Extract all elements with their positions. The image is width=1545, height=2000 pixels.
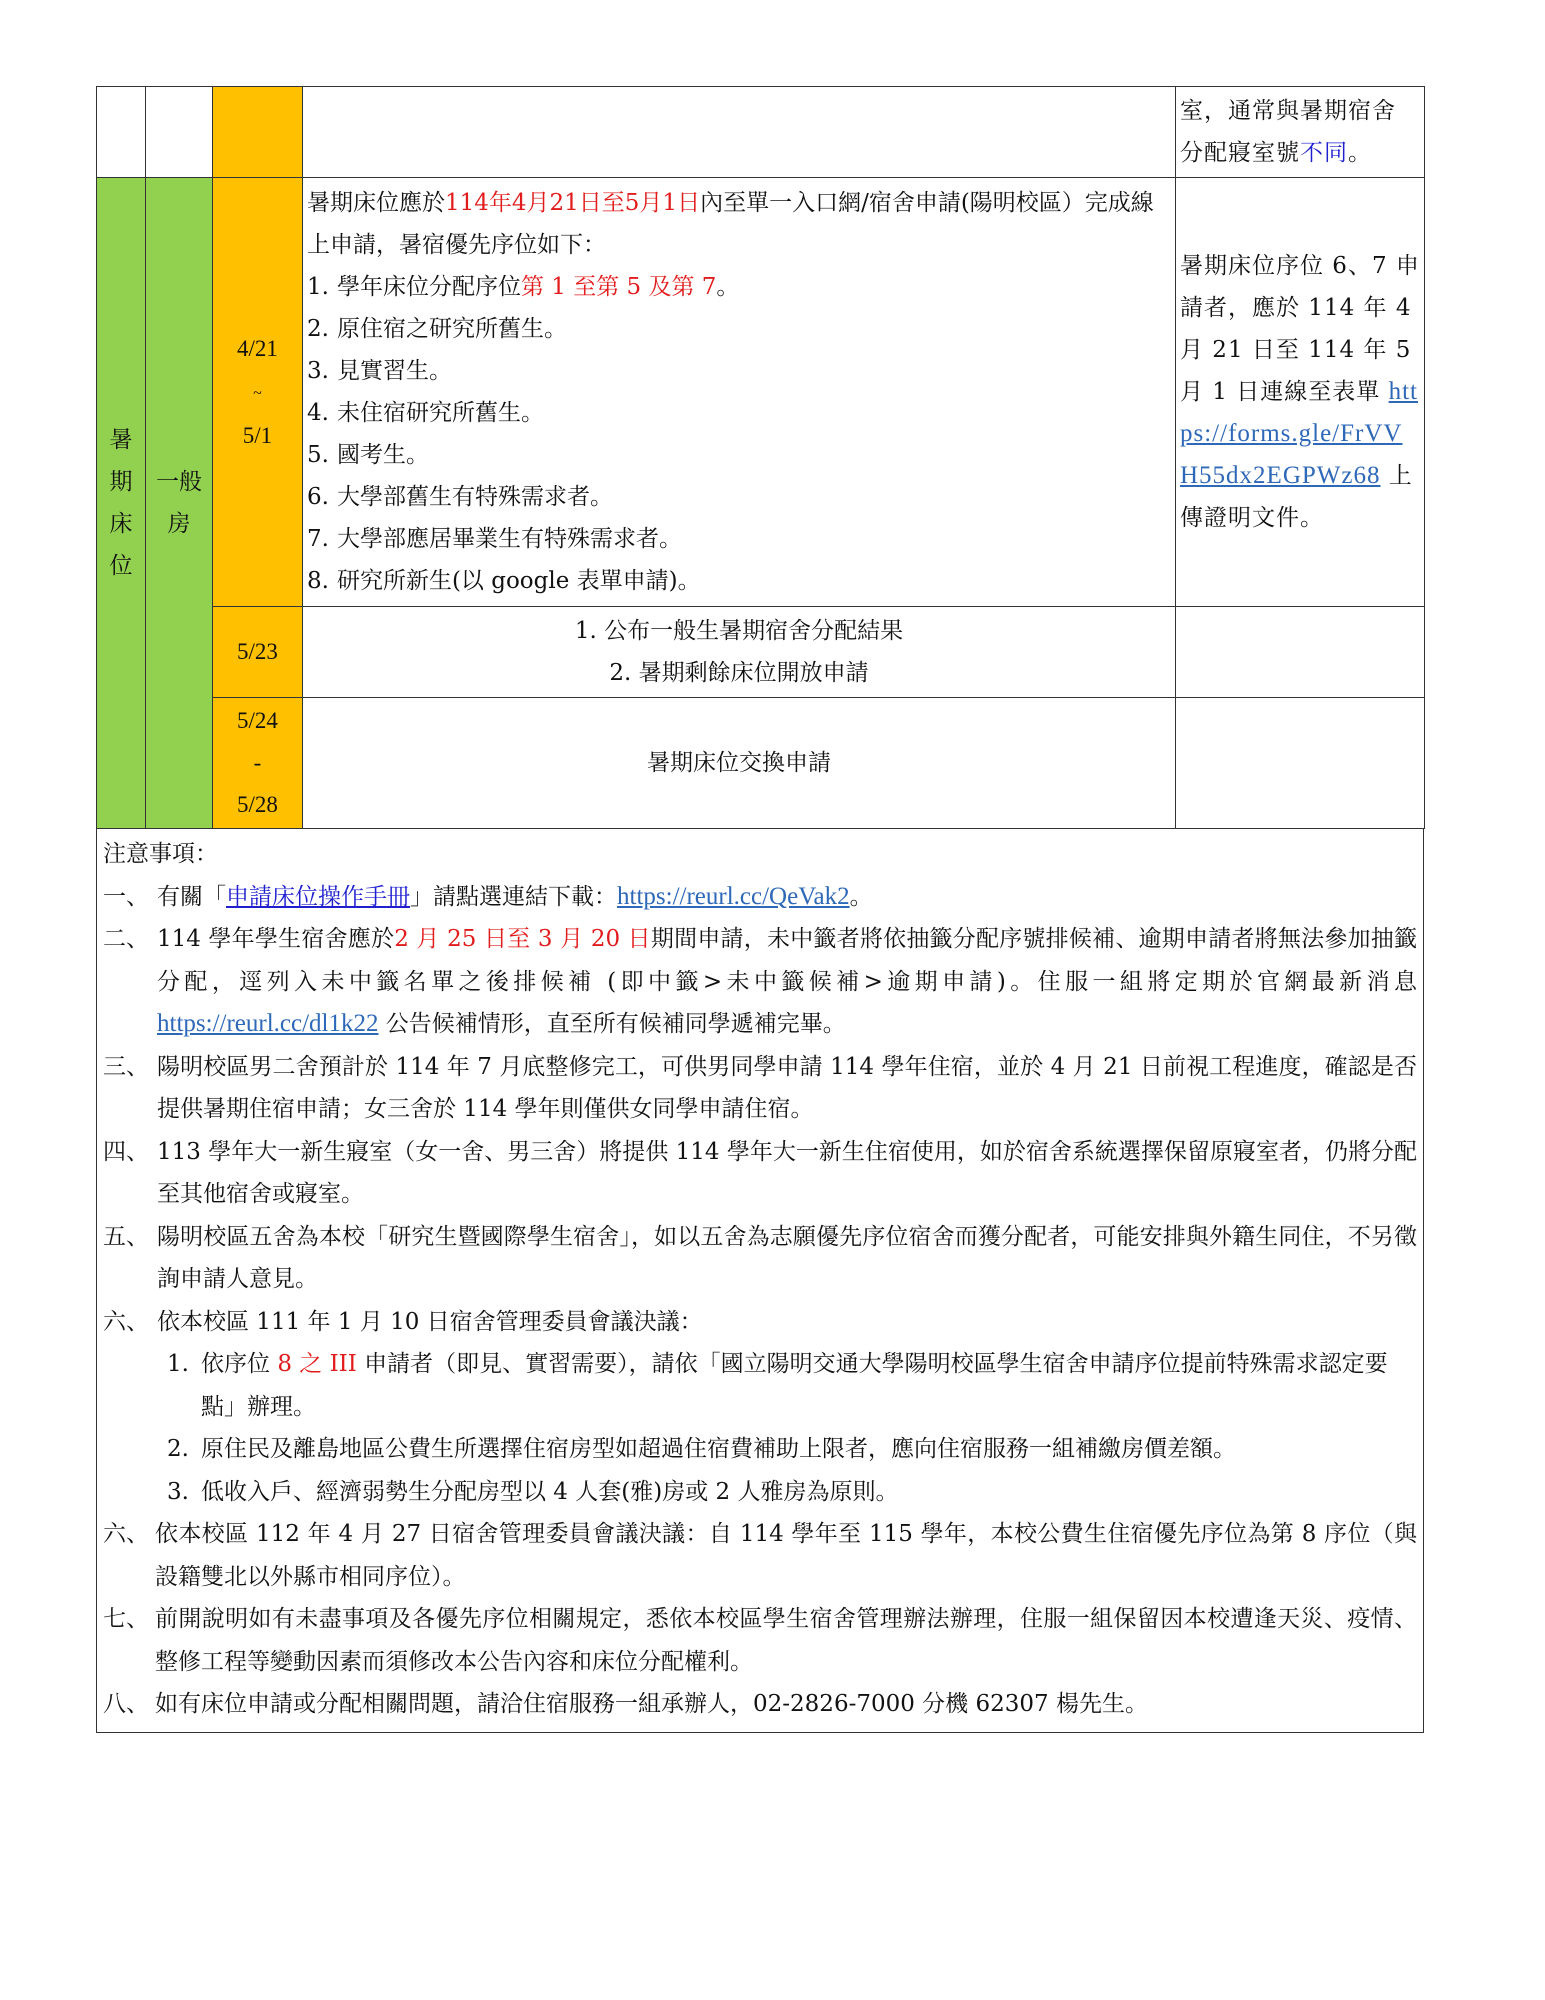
category-char: 期 — [109, 469, 133, 495]
announcement-page — [96, 86, 1424, 1733]
priority-number: 5. — [307, 442, 329, 468]
remark-cell-empty — [1176, 607, 1425, 698]
empty-cell — [97, 87, 146, 178]
priority-item — [307, 434, 1171, 476]
description-line: 1. 公布一般生暑期宿舍分配結果 — [574, 618, 904, 644]
priority-number: 3. — [307, 358, 329, 384]
priority-text: 原住宿之研究所舊生。 — [336, 316, 567, 342]
table-row-application — [97, 178, 1425, 607]
table-row-results — [97, 607, 1425, 698]
remark-highlight: 不同 — [1300, 140, 1348, 166]
subitem-highlight: 8 之 III — [277, 1351, 357, 1377]
date-cell — [213, 178, 303, 607]
date-cell-empty — [213, 87, 303, 178]
note-highlight: 2 月 25 日至 3 月 20 日 — [394, 926, 651, 952]
date-separator: ~ — [253, 384, 262, 402]
note-mid: 」請點選連結下載： — [410, 883, 617, 910]
priority-item — [307, 560, 1171, 602]
note-subitem — [103, 1343, 1417, 1428]
category-cell — [97, 178, 146, 829]
note-item — [103, 1216, 1417, 1301]
priority-item — [307, 350, 1171, 392]
remark-text: 暑期床位序位 6、7 申請者，應於 114 年 4 月 21 日至 114 年 5 月 1 日連線至表單 — [1180, 253, 1420, 405]
category-char: 位 — [109, 553, 133, 579]
remark-line: 室，通常與暑期宿舍 — [1180, 98, 1396, 124]
priority-text: 大學部應居畢業生有特殊需求者。 — [336, 526, 682, 552]
priority-number: 8. — [307, 568, 329, 594]
note-subitem — [103, 1471, 1417, 1514]
note-subitem — [103, 1428, 1417, 1471]
date-end: 5/1 — [242, 422, 273, 448]
priority-number: 1. — [307, 274, 329, 300]
note-post: 。 — [849, 883, 873, 910]
room-type-line: 房 — [167, 511, 191, 537]
note-item — [103, 876, 1417, 919]
subitem-pre: 依序位 — [201, 1351, 270, 1377]
subitem-post: 申請者（即見、實習需要），請依「國立陽明交通大學陽明校區學生宿舍申請序位提前特殊需求認定要點」辦理。 — [201, 1351, 1388, 1420]
description-line: 2. 暑期剩餘床位開放申請 — [609, 660, 869, 686]
table-row-continued — [97, 87, 1425, 178]
priority-item — [307, 476, 1171, 518]
description-line: 暑期床位交換申請 — [647, 750, 831, 776]
subitem-text: 低收入戶、經濟弱勢生分配房型以 4 人套(雅)房或 2 人雅房為原則。 — [201, 1478, 899, 1505]
note-item — [103, 1513, 1417, 1598]
manual-link[interactable]: 申請床位操作手冊 — [226, 883, 410, 910]
note-text: 113 學年大一新生寢室（女一舍、男三舍）將提供 114 學年大一新生住宿使用，如於宿舍系統選擇保留原寢室者，仍將分配至其他宿舍或寢室。 — [157, 1138, 1417, 1207]
priority-list — [307, 266, 1171, 602]
schedule-table — [96, 86, 1425, 829]
waitlist-link[interactable]: https://reurl.cc/dl1k22 — [157, 1010, 379, 1037]
priority-text: 未住宿研究所舊生。 — [336, 400, 544, 426]
description-cell — [303, 178, 1176, 607]
intro-text — [307, 182, 1171, 266]
subitem-text — [201, 1343, 1417, 1428]
priority-text: 見實習生。 — [336, 358, 452, 384]
priority-number: 2. — [307, 316, 329, 342]
remark-post: 上傳證明文件。 — [1180, 463, 1413, 531]
description-cell — [303, 607, 1176, 698]
category-char: 床 — [109, 511, 133, 537]
priority-item — [307, 266, 1171, 308]
note-number: 三、 — [103, 1053, 149, 1080]
category-char: 暑 — [109, 427, 133, 453]
note-item — [103, 1598, 1417, 1683]
description-cell — [303, 698, 1176, 829]
intro-pre: 暑期床位應於 — [307, 190, 445, 216]
note-number: 二、 — [103, 926, 149, 952]
remark-cell-empty — [1176, 698, 1425, 829]
note-text: 前開說明如有未盡事項及各優先序位相關規定，悉依本校區學生宿舍管理辦法辦理，住服一組保留因本校遭逢天災、疫情、整修工程等變動因素而須修改本公告內容和床位分配權利。 — [155, 1606, 1417, 1675]
date-separator: - — [253, 750, 262, 775]
subitem-number: 2. — [167, 1436, 189, 1462]
priority-item — [307, 308, 1171, 350]
remark-line: 分配寢室號 — [1180, 140, 1300, 166]
note-mid: 期間申請，未中籤者將依抽籤分配序號排候補、逾期申請者將無法參加抽籤分配，逕列入未中籤名單之後排候補 (即中籤>未中籤候補>逾期申請)。住服一組將定期於官網最新消息 — [157, 926, 1417, 995]
intro-highlight: 114年4月21日至5月1日 — [445, 190, 701, 216]
date-single: 5/23 — [237, 639, 278, 664]
priority-number: 6. — [307, 484, 329, 510]
date-cell — [213, 698, 303, 829]
date-end: 5/28 — [237, 792, 278, 817]
subitem-number: 1. — [167, 1351, 189, 1377]
date-cell — [213, 607, 303, 698]
notes-title: 注意事項： — [103, 841, 218, 867]
priority-text: 國考生。 — [336, 442, 429, 468]
priority-item — [307, 518, 1171, 560]
note-number: 七、 — [103, 1606, 149, 1632]
remark-cell — [1176, 178, 1425, 607]
priority-text: 大學部舊生有特殊需求者。 — [336, 484, 613, 510]
date-start: 4/21 — [237, 335, 278, 361]
subitem-number: 3. — [167, 1478, 189, 1505]
note-number: 八、 — [103, 1691, 149, 1717]
note-text: 陽明校區男二舍預計於 114 年 7 月底整修完工，可供男同學申請 114 學年住宿，並於 4 月 21 日前視工程進度，確認是否提供暑期住宿申請；女三舍於 114 學年則僅供女同學申請住宿。 — [157, 1053, 1417, 1122]
note-post: 公告候補情形，直至所有候補同學遞補完畢。 — [385, 1011, 846, 1037]
remark-cell — [1176, 87, 1425, 178]
priority-post: 。 — [716, 274, 740, 300]
date-start: 5/24 — [237, 708, 278, 733]
priority-text: 研究所新生(以 google 表單申請)。 — [336, 568, 701, 594]
description-cell-empty — [303, 87, 1176, 178]
note-item — [103, 1301, 1417, 1344]
remark-end: 。 — [1348, 140, 1372, 166]
note-text — [157, 918, 1417, 1046]
empty-cell — [146, 87, 213, 178]
note-text — [157, 876, 1417, 919]
forms-link[interactable]: https://forms.gle/FrVVH55dx2EGPWz68 — [1180, 378, 1418, 489]
notes-section — [96, 829, 1424, 1733]
subitem-text: 原住民及離島地區公費生所選擇住宿房型如超過住宿費補助上限者，應向住宿服務一組補繳房價差額。 — [201, 1436, 1236, 1462]
note-text: 依本校區 112 年 4 月 27 日宿舍管理委員會議決議：自 114 學年至 115 學年，本校公費生住宿優先序位為第 8 序位（與設籍雙北以外縣市相同序位）。 — [155, 1521, 1417, 1590]
note-text: 如有床位申請或分配相關問題，請洽住宿服務一組承辦人，02-2826-7000 分機 62307 楊先生。 — [155, 1691, 1148, 1717]
priority-text: 學年床位分配序位 — [336, 274, 521, 300]
priority-item — [307, 392, 1171, 434]
note-item — [103, 1683, 1417, 1726]
table-row-exchange — [97, 698, 1425, 829]
note-number: 六、 — [103, 1521, 149, 1547]
room-type-line: 一般 — [156, 469, 202, 495]
note-text: 依本校區 111 年 1 月 10 日宿舍管理委員會議決議： — [157, 1308, 703, 1335]
note-item — [103, 918, 1417, 1046]
note-text: 陽明校區五舍為本校「研究生暨國際學生宿舍」，如以五舍為志願優先序位宿舍而獲分配者，可能安排與外籍生同住，不另徵詢申請人意見。 — [157, 1223, 1417, 1292]
note-item — [103, 1046, 1417, 1131]
note-number: 六、 — [103, 1308, 149, 1335]
note-pre: 114 學年學生宿舍應於 — [157, 926, 395, 952]
manual-url-link[interactable]: https://reurl.cc/QeVak2 — [617, 882, 850, 910]
note-number: 四、 — [103, 1138, 149, 1165]
priority-highlight: 第 1 至第 5 及第 7 — [520, 274, 717, 300]
note-item — [103, 1131, 1417, 1216]
intro-post: 內至單一入口網/宿舍申請(陽明校區）完成線上申請，暑宿優先序位如下： — [307, 190, 1154, 258]
note-number: 五、 — [103, 1223, 149, 1250]
priority-number: 4. — [307, 400, 329, 426]
priority-number: 7. — [307, 526, 329, 552]
note-pre: 有關「 — [157, 883, 226, 910]
note-number: 一、 — [103, 883, 149, 910]
room-type-cell — [146, 178, 213, 829]
